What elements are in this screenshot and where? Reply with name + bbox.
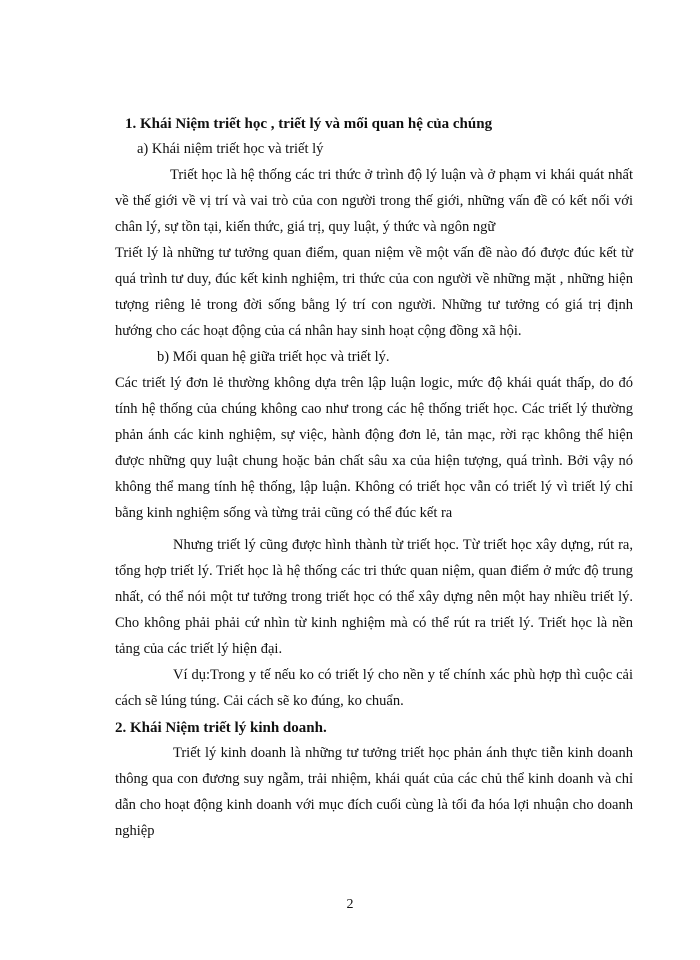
- document-body: [115, 112, 633, 844]
- paragraph-business-philosophy: Triết lý kinh doanh là những tư tưởng triết học phản ánh thực tiễn kinh doanh thông qua con đương suy ngẫm, trải nhiệm, khái quát của các chủ thể kinh doanh và chỉ dẫn cho hoạt động kinh doanh với mục đích cuối cùng là tối đa hóa lợi nhuận cho doanh nghiệp: [115, 745, 633, 839]
- subheading-a: a) Khái niệm triết học và triết lý: [137, 141, 324, 157]
- paragraph-doctrine-definition: Triết lý là những tư tưởng quan điểm, quan niệm về một vấn đề nào đó được đúc kết từ quá trình tư duy, đúc kết kinh nghiệm, tri thức của con người về những mặt , những hiện tượng riêng lẻ trong đời sống bằng lý trí con người. Những tư tưởng có giá trị định hướng cho các hoạt động của cá nhân hay sinh hoạt cộng đồng xã hội.: [115, 245, 633, 339]
- subheading-b: b) Mối quan hệ giữa triết học và triết lý.: [157, 349, 390, 365]
- section-heading-2: 2. Khái Niệm triết lý kinh doanh.: [115, 720, 327, 736]
- paragraph-philosophy-definition: Triết học là hệ thống các tri thức ở trình độ lý luận và ở phạm vi khái quát nhất về thế giới về vị trí và vai trò của con người trong thế giới, những vấn đề có kết nối với chân lý, sự tồn tại, kiến thức, giá trị, quy luật, ý thức và ngôn ngữ: [115, 167, 633, 235]
- paragraph-formation: Nhưng triết lý cũng được hình thành từ triết học. Từ triết học xây dựng, rút ra, tổng hợp triết lý. Triết học là hệ thống các tri thức quan niệm, quan điểm ở mức độ trung nhất, có thể nói một tư tưởng trong triết học có thể xây dựng nên một hay nhiều triết lý. Cho không phải phải cứ nhìn từ kinh nghiệm mà có thể rút ra triết lý. Triết học là nền tảng của các triết lý hiện đại.: [115, 537, 633, 657]
- paragraph-relationship: Các triết lý đơn lẻ thường không dựa trên lập luận logic, mức độ khái quát thấp, do đó tính hệ thống của chúng không cao như trong các hệ thống triết học. Các triết lý thường phản ánh các kinh nghiệm, sự việc, hành động đơn lẻ, tản mạc, rời rạc không thể hiện được những quy luật chung hoặc bản chất sâu xa của hiện tượng, quá trình. Bởi vậy nó không thể mang tính hệ thống, lập luận. Không có triết học vẫn có triết lý vì triết lý chỉ bằng kinh nghiệm sống và từng trải cũng có thể đúc kết ra: [115, 375, 633, 521]
- paragraph-example: Ví dụ:Trong y tế nếu ko có triết lý cho nền y tế chính xác phù hợp thì cuộc cải cách sẽ lúng túng. Cải cách sẽ ko đúng, ko chuẩn.: [115, 667, 633, 709]
- page-number: 2: [346, 897, 354, 912]
- section-heading-1: 1. Khái Niệm triết học , triết lý và mối quan hệ của chúng: [125, 116, 493, 132]
